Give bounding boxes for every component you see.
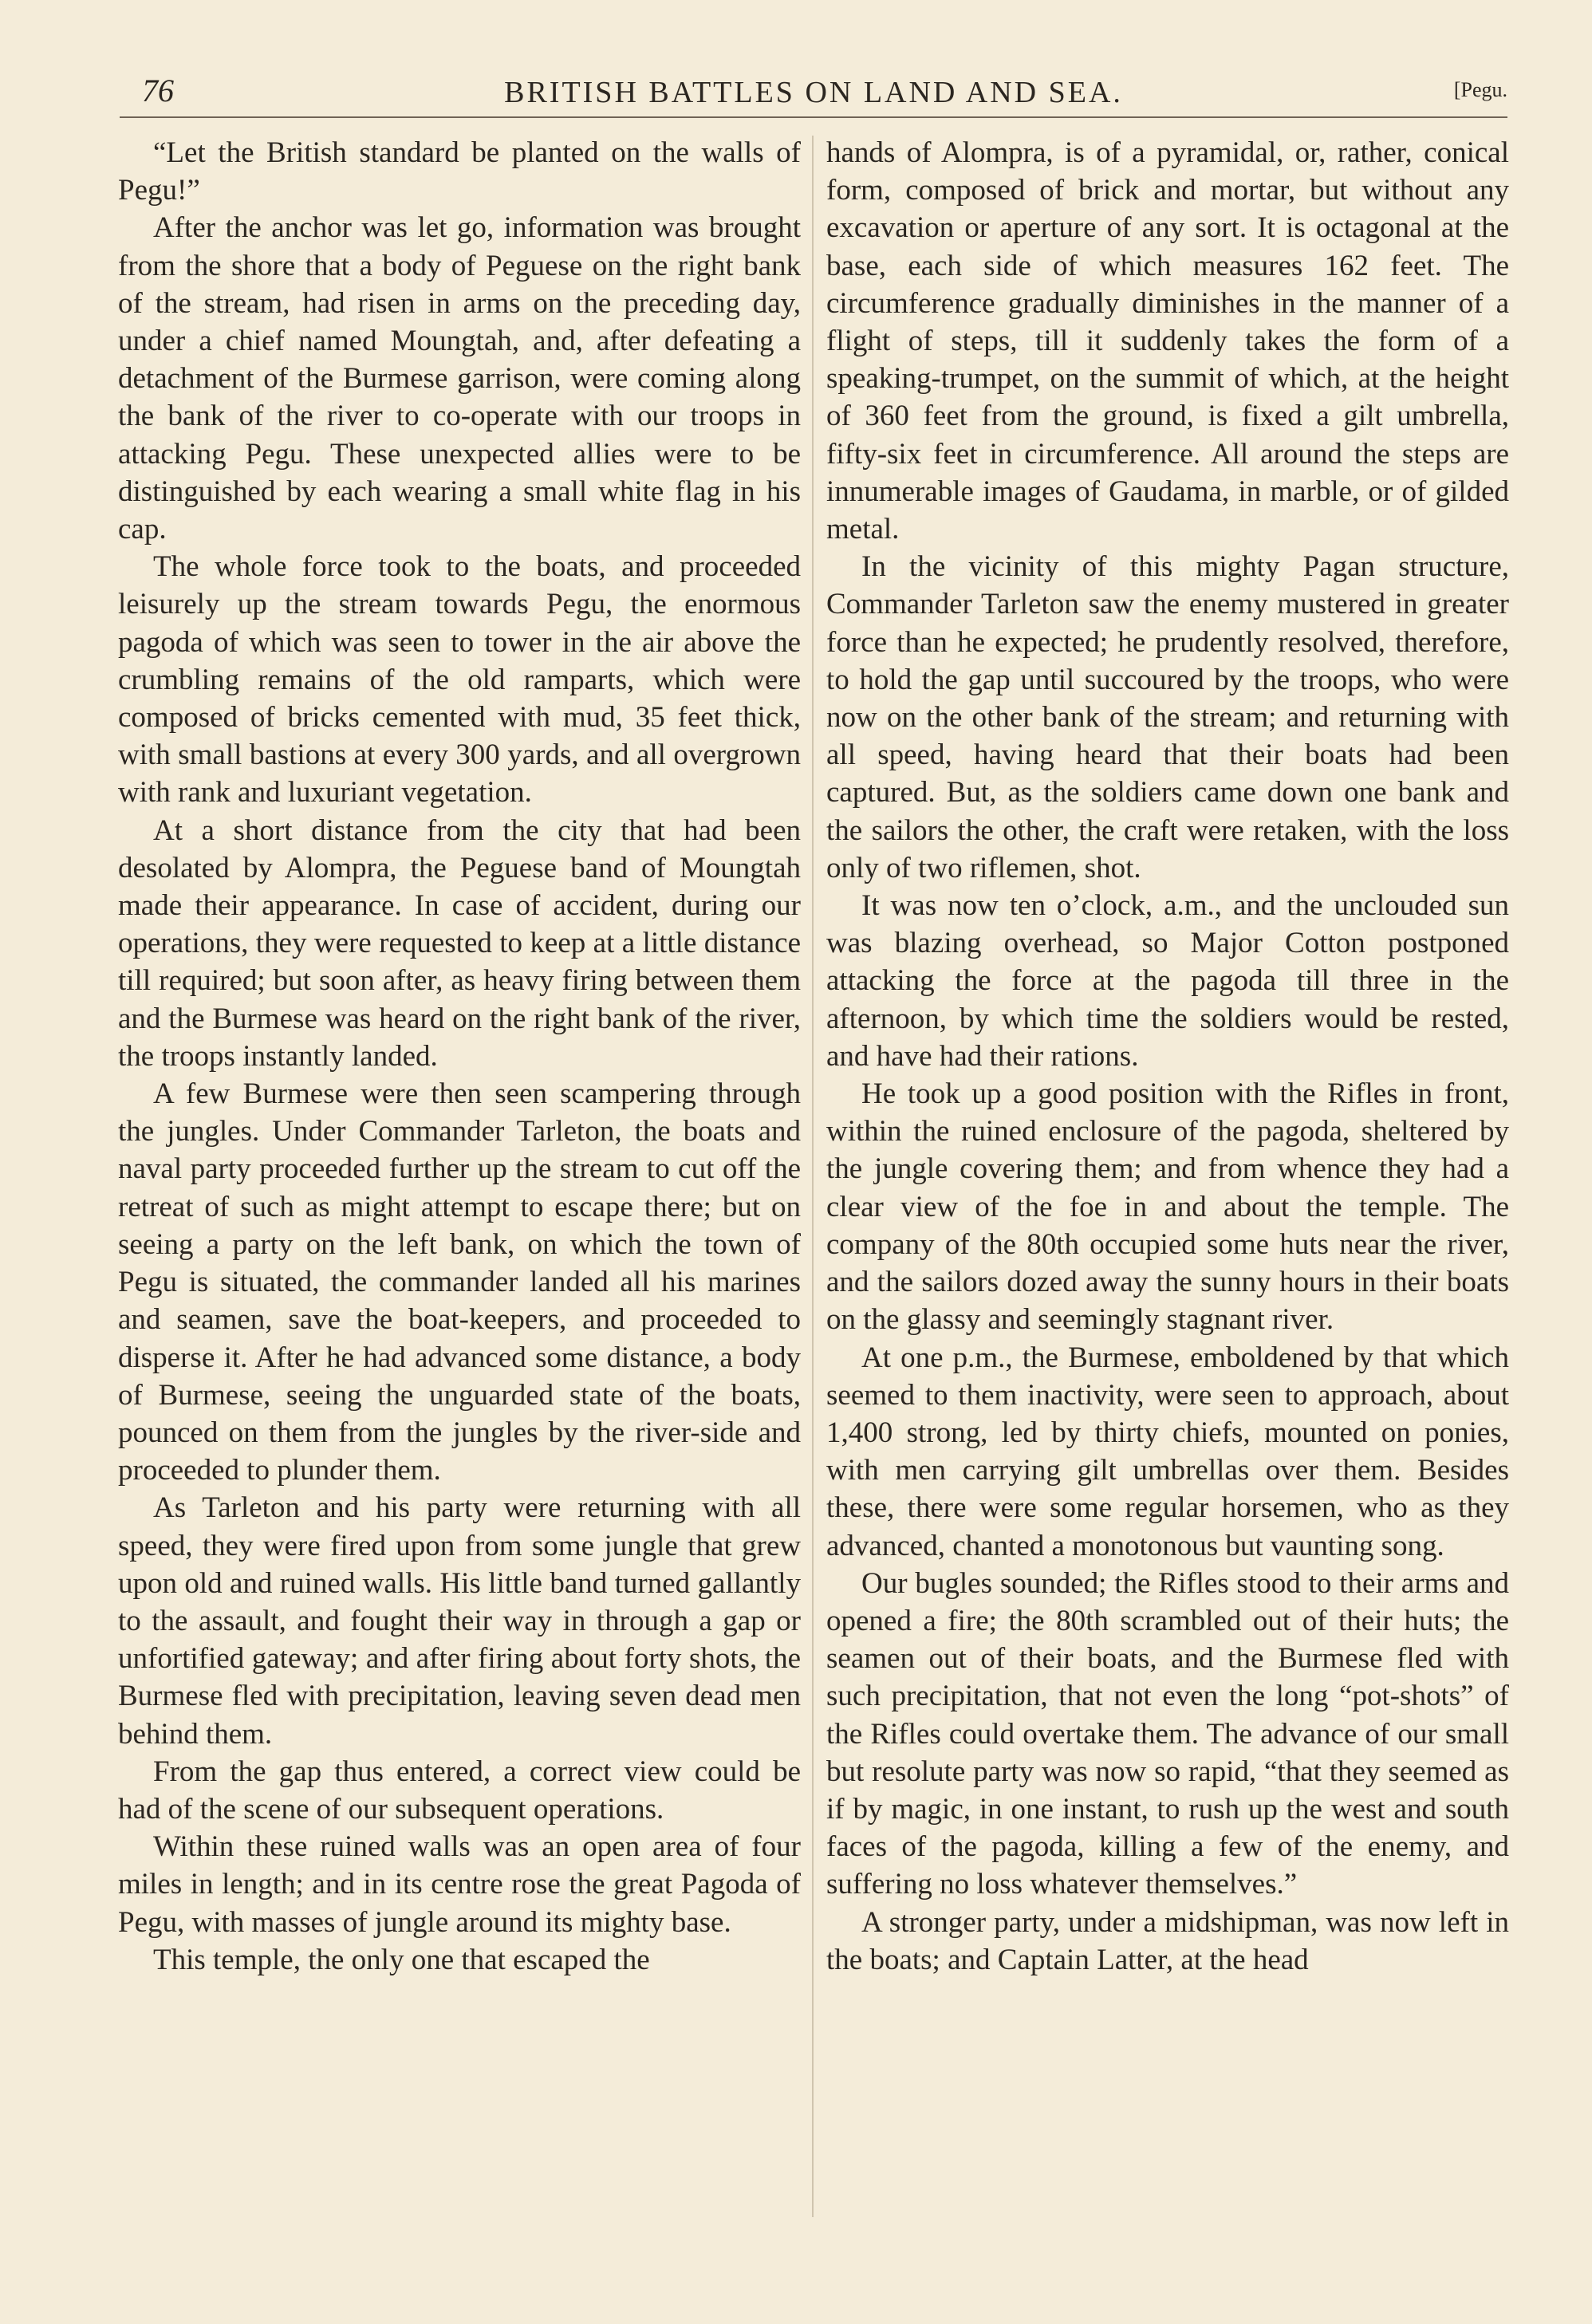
section-tag: [Pegu. bbox=[1453, 78, 1507, 101]
paragraph: At a short distance from the city that had been desolated by Alompra, the Peguese band of Moungtah made their appearance. In case of accident, during our operations, they were requested to keep at a little distance till required; but soon after, as heavy firing between them and the Burmese was heard on the right bank of the river, the troops instantly landed. bbox=[118, 813, 801, 1073]
paragraph: From the gap thus entered, a correct view could be had of the scene of our subsequent operations. bbox=[118, 1755, 801, 1826]
paragraph: At one p.m., the Burmese, emboldened by that which seemed to them inactivity, were seen to approach, about 1,400 strong, led by thirty chiefs, mounted on ponies, with men carrying gilt umbrellas over them. Besides these, there were some regular horsemen, who as they advanced, chanted a monotonous but vaunting song. bbox=[826, 1341, 1509, 1562]
header-rule bbox=[120, 116, 1507, 118]
paragraph: After the anchor was let go, information was brought from the shore that a body of Peguese on the right bank of the stream, had risen in arms on the preceding day, under a chief named Moungtah, and, after defeating a detachment of the Burmese garrison, were coming along the bank of the river to co-operate with our troops in attacking Pegu. These unexpected allies were to be distinguished by each wearing a small white flag in his cap. bbox=[118, 211, 801, 546]
running-title: BRITISH BATTLES ON LAND AND SEA. bbox=[504, 76, 1123, 109]
paragraph: hands of Alompra, is of a pyramidal, or, rather, conical form, composed of brick and mortar, but without any excavation or aperture of any sort. It is octagonal at the base, each side of which measures 162 feet. The circumference gradually diminishes in the manner of a flight of steps, till it suddenly takes the form of a speaking-trumpet, on the summit of which, at the height of 360 feet from the ground, is fixed a gilt umbrella, fifty-six feet in circumference. All around the steps are innumerable images of Gaudama, in marble, or of gilded metal. bbox=[826, 136, 1509, 546]
column-divider bbox=[812, 136, 814, 2217]
paragraph: The whole force took to the boats, and proceeded leisurely up the stream towards Pegu, the enormous pagoda of which was seen to tower in the air above the crumbling remains of the old ramparts, which were composed of bricks cemented with mud, 35 feet thick, with small bastions at every 300 yards, and all overgrown with rank and luxuriant vegetation. bbox=[118, 550, 801, 809]
paragraph: He took up a good position with the Rifles in front, within the ruined enclosure of the pagoda, sheltered by the jungle covering them; and from whence they had a clear view of the foe in and about the temple. The company of the 80th occupied some huts near the river, and the sailors dozed away the sunny hours in their boats on the glassy and seemingly stagnant river. bbox=[826, 1077, 1509, 1337]
paragraph: This temple, the only one that escaped the bbox=[153, 1943, 650, 1976]
paragraph: Our bugles sounded; the Rifles stood to their arms and opened a fire; the 80th scrambled out of their huts; the seamen out of their boats, and the Burmese fled with such precipitation, that not even the long “pot-shots” of the Rifles could overtake them. The advance of our small but resolute party was now so rapid, “that they seemed as if by magic, in one instant, to rush up the west and south faces of the pagoda, killing a few of the enemy, and suffering no loss whatever themselves.” bbox=[826, 1566, 1509, 1901]
paragraph: In the vicinity of this mighty Pagan structure, Commander Tarleton saw the enemy mustered in greater force than he expected; he prudently resolved, therefore, to hold the gap until succoured by the troops, who were now on the other bank of the stream; and returning with all speed, having heard that their boats had been captured. But, as the soldiers came down one bank and the sailors the other, the craft were retaken, with the loss only of two riflemen, shot. bbox=[826, 550, 1509, 884]
paragraph: A few Burmese were then seen scampering through the jungles. Under Commander Tarleton, the boats and naval party proceeded further up the stream to cut off the retreat of such as might attempt to escape there; but on seeing a party on the left bank, on which the town of Pegu is situated, the commander landed all his marines and seamen, save the boat-keepers, and proceeded to disperse it. After he had advanced some distance, a body of Burmese, seeing the unguarded state of the boats, pounced on them from the jungles by the river-side and proceeded to plunder them. bbox=[118, 1077, 801, 1487]
paragraph: As Tarleton and his party were returning with all speed, they were fired upon from some jungle that grew upon old and ruined walls. His little band turned gallantly to the assault, and fought their way in through a gap or unfortified gateway; and after firing about forty shots, the Burmese fled with precipitation, leaving seven dead men behind them. bbox=[118, 1491, 801, 1751]
page-header bbox=[120, 67, 1507, 115]
paragraph: A stronger party, under a midshipman, was now left in the boats; and Captain Latter, at the head bbox=[826, 1905, 1509, 1976]
paragraph: “Let the British standard be planted on the walls of Pegu!” bbox=[118, 136, 801, 207]
left-column bbox=[118, 134, 801, 1979]
page-number: 76 bbox=[142, 73, 174, 108]
paragraph: Within these ruined walls was an open area of four miles in length; and in its centre rose the great Pagoda of Pegu, with masses of jungle around its mighty base. bbox=[118, 1830, 801, 1939]
paragraph: It was now ten o’clock, a.m., and the unclouded sun was blazing overhead, so Major Cotton postponed attacking the force at the pagoda till three in the afternoon, by which time the soldiers would be rested, and have had their rations. bbox=[826, 889, 1509, 1073]
right-column bbox=[826, 134, 1509, 1979]
